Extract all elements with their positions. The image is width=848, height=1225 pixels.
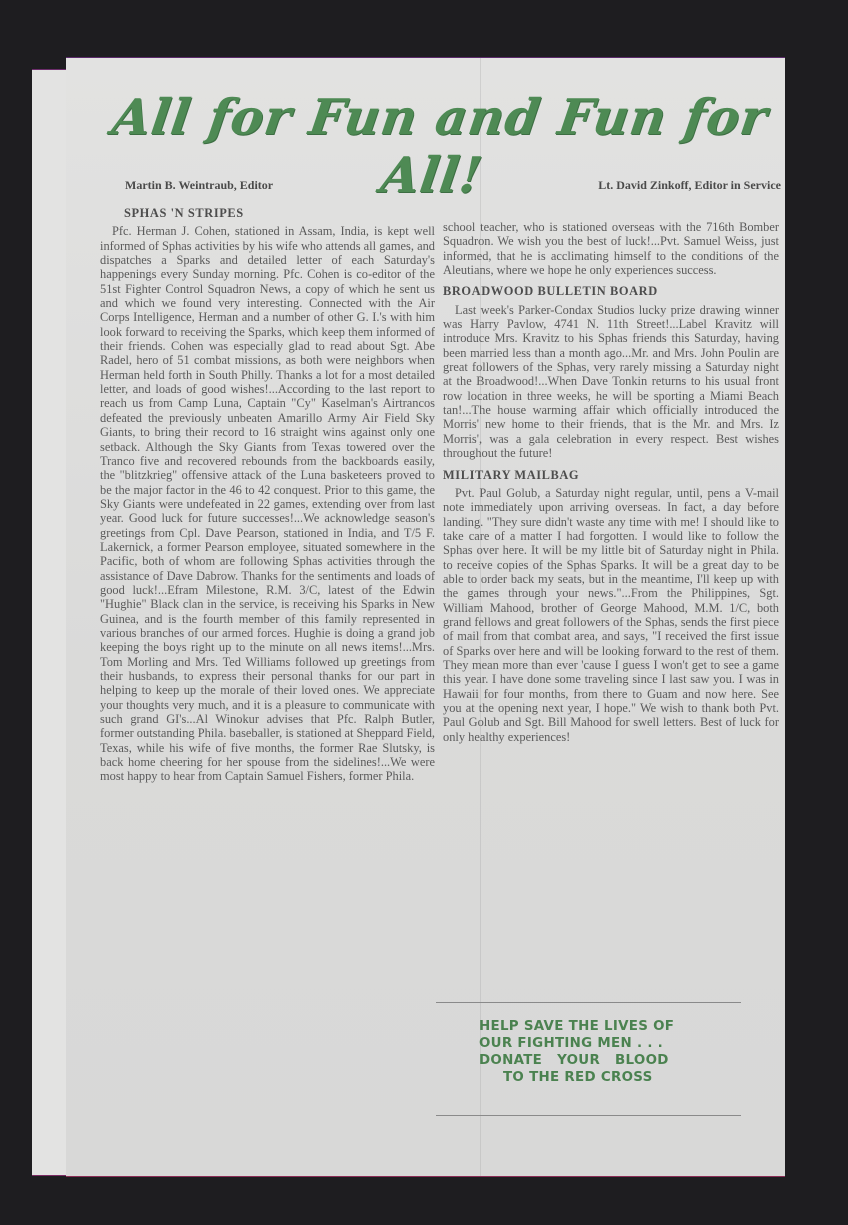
article-paragraph: Pfc. Herman J. Cohen, stationed in Assam, India, is kept well informed of Sphas activities by his wife who attends all games, and dispatches a Sparks and detailed letter of each Saturday's happenings every Sunday morning. Pfc. Cohen is co-editor of the 51st Fighter Control Squadron News, a copy of which he sent us and which we found very interesting. Connected with the Air Corps Intelligence, Herman and a number of other G. I.'s with him look forward to receiving the Sparks, which keep them informed of their friends. Cohen was especially glad to read about Sgt. Abe Radel, hero of 51 combat missions, as both were neighbors when Herman held forth in South Philly. Thanks a lot for a most detailed letter, and loads of good wishes!...According to the last report to reach us from Camp Luna, Captain "Cy" Kaselman's Airtrancos defeated the previously unbeaten Amarillo Army Air Field Sky Giants, to bring their record to 16 straight wins against only one setback. Although the Sky Giants from Texas towered over the Tranco five and recovered rebounds from the backboards easily, the "blitzkrieg" offensive attack of the Luna basketeers proved to be the major factor in the 46 to 42 conquest. Prior to this game, the Sky Giants were undefeated in 22 games, extending over from last year. Good luck for future successes!...We acknowledge season's greetings from Cpl. Dave Pearson, stationed in India, and T/5 F. Lakernick, a former Pearson employee, situated somewhere in the Pacific, both of whom are following Sphas activities through the assistance of Dave Dabrow. Thanks for the sentiments and loads of good luck!...Efram Milestone, R.M. 3/C, latest of the Edwin "Hughie" Black clan in the service, is receiving his Sparks in New Guinea, and is the fourth member of this family represented in various branches of our armed forces. Hughie is doing a grand job keeping the boys right up to the minute on all news items!...Mrs. Tom Morling and Mrs. Ted Williams followed up greetings from their husbands, to express their personal thanks for our part in helping to keep up the morale of their loved ones. We appreciate your thoughts very much, and it is a pleasure to communicate with such grand GI's...Al Winokur advises that Pfc. Ralph Butler, former outstanding Phila. baseballer, is stationed at Sheppard Field, Texas, while his wife of five months, the former Rae Slutsky, is back home cheering for her spouse from the sidelines!...We were most happy to hear from Captain Samuel Fishers, former Phila. [100,224,436,784]
notice-line: HELP SAVE THE LIVES OF [479,1019,675,1034]
section-heading-sphas-n-stripes: SPHAS 'N STRIPES [124,206,244,220]
article-paragraph: Last week's Parker-Condax Studios lucky prize drawing winner was Harry Pavlow, 4741 N. 11th Street!...Label Kravitz will introduce Mrs. Kravitz to his Sphas friends this Saturday, having been married less than a month ago...Mr. and Mrs. John Poulin are great followers of the Sphas, very rarely missing a Saturday night at the Broadwood!...When Dave Tonkin returns to his usual front row location in three weeks, he will be sporting a Miami Beach tan!...The house warming affair which officially introduced the Morris' new home to their friends, that is the Mr. and Mrs. Iz Morris', was a gala celebration in every respect. Best wishes throughout the future! [443,302,779,461]
editor-credit-left: Martin B. Weintraub, Editor [125,178,274,192]
editor-credit-right: Lt. David Zinkoff, Editor in Service [598,178,781,192]
red-cross-notice [479,1018,711,1086]
masthead-title: All for Fun and Fun for All! [108,88,772,204]
divider-rule [436,1002,741,1003]
article-paragraph: Pvt. Paul Golub, a Saturday night regular, until, pens a V-mail note immediately upon arriving overseas. In fact, a day before landing. "They sure didn't waste any time with me! I should like to take care of a matter I had forgotten. I would like to follow the Sphas over here. It will be my little bit of Saturday night in Phila. to receive copies of the Sphas Sparks. It will be a great day to be able to order back my seats, but in the meantime, I'll keep up with the games through your news."...From the Philippines, Sgt. William Mahood, brother of George Mahood, M.M. 1/C, both grand fellows and great followers of the Sphas, sends the first piece of mail from that combat area, and says, "I received the first issue of Sparks over here and will be looking forward to the rest of them. They mean more than ever 'cause I guess I won't get to see a game this year. I have done some traveling since I last saw you. I was in Hawaii for four months, from there to Guam and now here. See you at the opening next year, I hope." We wish to thank both Pvt. Paul Golub and Sgt. Bill Mahood for swell letters. Best of luck for only healthy experiences! [443,485,779,744]
section-heading-broadwood-bulletin-board: BROADWOOD BULLETIN BOARD [443,284,658,299]
right-column [443,220,779,744]
divider-rule [436,1115,741,1116]
newsletter-page [66,57,785,1176]
section-heading-military-mailbag: MILITARY MAILBAG [443,467,580,482]
article-continuation: school teacher, who is stationed overseas with the 716th Bomber Squadron. We wish you the best of luck!...Pvt. Samuel Weiss, just informed, that he is acclimating himself to the conditions of the Aleutians, where we hope he only experiences success. [443,220,779,278]
notice-line: DONATE YOUR BLOOD [479,1053,669,1068]
notice-line: TO THE RED CROSS [503,1070,653,1085]
notice-line: OUR FIGHTING MEN . . . [479,1036,664,1051]
left-column [100,206,435,784]
